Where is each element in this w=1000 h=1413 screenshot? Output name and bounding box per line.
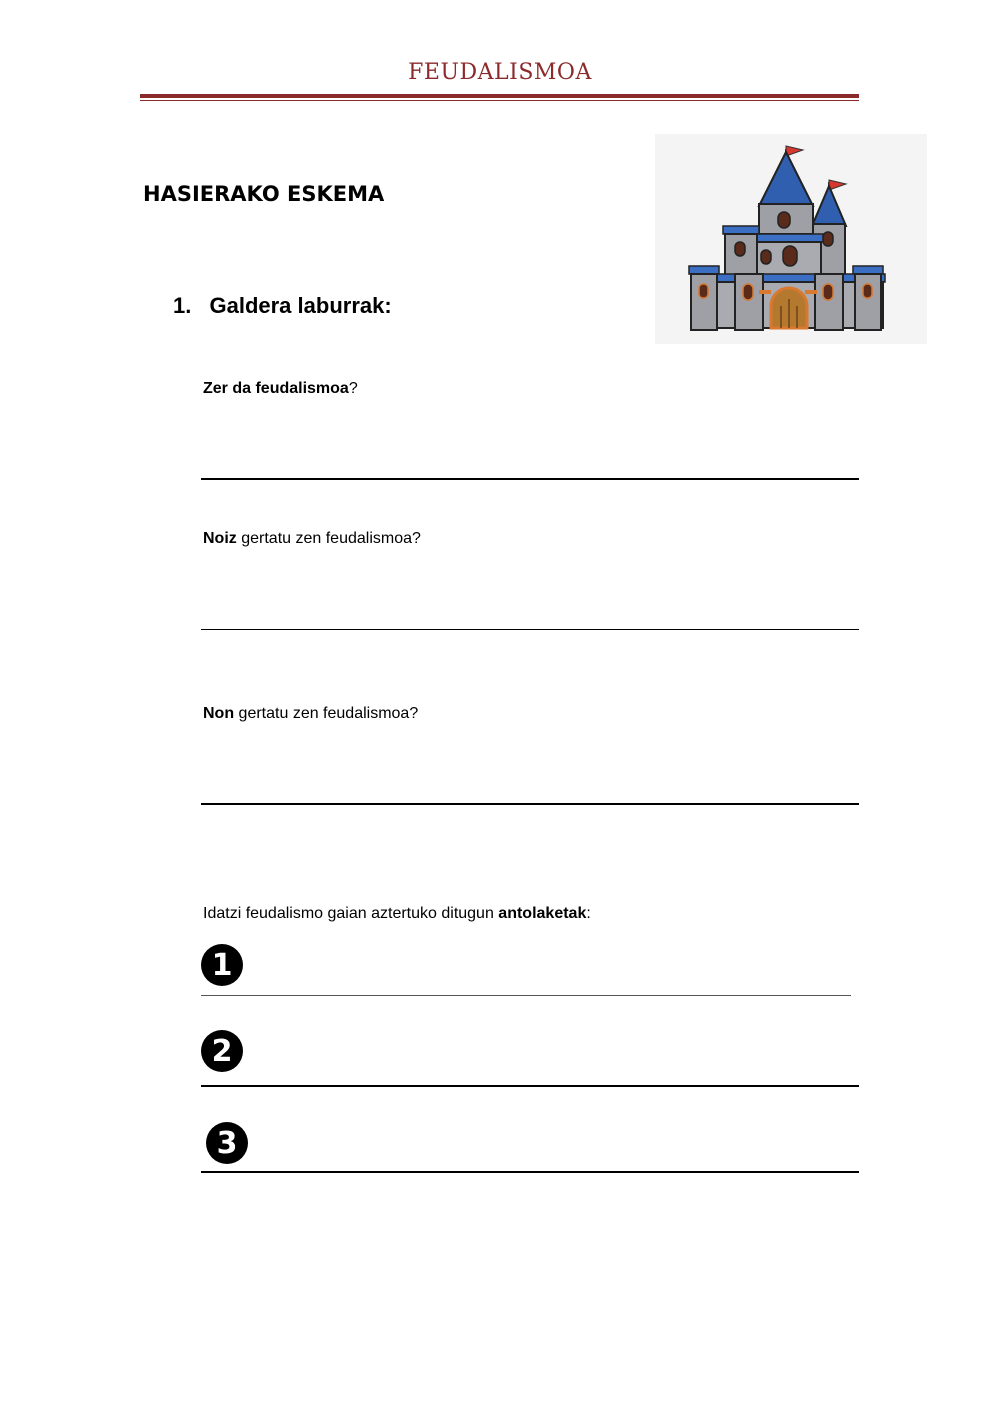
question-2-rest: gertatu zen feudalismoa? — [236, 530, 421, 547]
organization-line-2[interactable] — [201, 1085, 859, 1087]
number-2-badge: 2 — [201, 1030, 243, 1072]
answer-line-1[interactable] — [201, 478, 859, 480]
answer-line-2[interactable] — [201, 629, 859, 630]
question-1 — [203, 380, 358, 398]
question-3 — [203, 705, 418, 723]
answer-line-3[interactable] — [201, 803, 859, 805]
page-header-title: FEUDALISMOA — [408, 60, 592, 85]
question-group-number: 1. — [173, 293, 192, 318]
question-1-rest: ? — [348, 380, 358, 397]
header-divider-thin — [140, 100, 859, 101]
organizations-prompt-start: Idatzi feudalismo gaian aztertuko ditugun — [203, 905, 499, 922]
organizations-prompt-bold: antolaketak — [498, 905, 587, 922]
number-3-badge: 3 — [206, 1122, 248, 1164]
question-2-bold: Noiz — [203, 530, 237, 547]
question-group-label: Galdera laburrak: — [209, 293, 392, 318]
question-2 — [203, 530, 421, 548]
question-3-bold: Non — [203, 705, 235, 722]
organizations-prompt — [203, 905, 591, 923]
header-divider-thick — [140, 94, 859, 98]
castle-illustration — [655, 134, 927, 344]
question-3-rest: gertatu zen feudalismoa? — [234, 705, 419, 722]
question-1-bold: Zer da feudalismoa — [203, 380, 349, 397]
number-1-badge: 1 — [201, 944, 243, 986]
question-group-title — [173, 293, 392, 319]
organization-line-3[interactable] — [201, 1171, 859, 1173]
organizations-prompt-end: : — [586, 905, 591, 922]
castle-icon — [655, 134, 927, 344]
section-heading: HASIERAKO ESKEMA — [143, 182, 385, 206]
organization-line-1[interactable] — [201, 995, 851, 996]
